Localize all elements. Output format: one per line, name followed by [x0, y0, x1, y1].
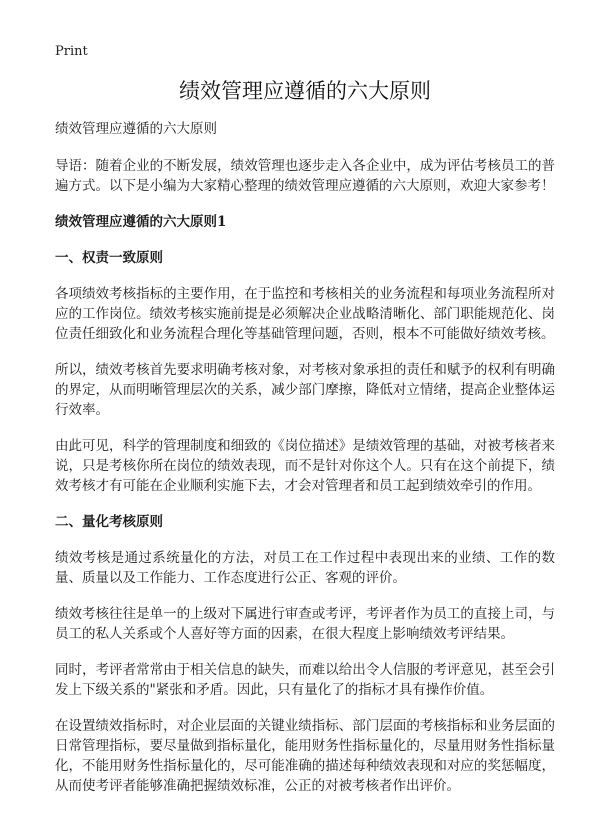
print-link[interactable]: Print: [55, 44, 88, 59]
principle-2-heading: 二、量化考核原则: [55, 514, 163, 530]
principle-1-heading: 一、权责一致原则: [55, 250, 163, 266]
principle-1-paragraph-2: 所以，绩效考核首先要求明确考核对象，对考核对象承担的责任和赋予的权利有明确的界定，从而明晰管理层次的关系，减少部门摩擦，降低对立情绪，提高企业整体运行效率。: [55, 362, 555, 418]
page-title: 绩效管理应遵循的六大原则: [179, 79, 431, 103]
principle-1-paragraph-3: 由此可见，科学的管理制度和细致的《岗位描述》是绩效管理的基础，对被考核者来说，只是考核你所在岗位的绩效表现，而不是针对你这个人。只有在这个前提下，绩效考核才有可能在企业顺利实施下去，才会对管理者和员工起到绩效牵引的作用。: [55, 438, 555, 494]
principle-2-paragraph-1: 绩效考核是通过系统量化的方法，对员工在工作过程中表现出来的业绩、工作的数量、质量以及工作能力、工作态度进行公正、客观的评价。: [55, 550, 555, 586]
section-heading: 绩效管理应遵循的六大原则1: [55, 214, 227, 230]
article-subtitle: 绩效管理应遵循的六大原则: [55, 121, 217, 137]
article-body: [55, 119, 555, 812]
principle-1-paragraph-1: 各项绩效考核指标的主要作用，在于监控和考核相关的业务流程和每项业务流程所对应的工作岗位。绩效考核实施前提是必须解决企业战略清晰化、部门职能规范化、岗位责任细致化和业务流程合理化等基础管理问题，否则，根本不可能做好绩效考核。: [55, 286, 555, 342]
principle-2-paragraph-2: 绩效考核往往是单一的上级对下属进行审查或考评，考评者作为员工的直接上司，与员工的私人关系或个人喜好等方面的因素，在很大程度上影响绩效考评结果。: [55, 606, 555, 642]
principle-2-paragraph-3: 同时，考评者常常由于相关信息的缺失，而难以给出令人信服的考评意见，甚至会引发上下级关系的"紧张和矛盾。因此，只有量化了的指标才具有操作价值。: [55, 662, 555, 698]
principle-2-paragraph-4: 在设置绩效指标时，对企业层面的关键业绩指标、部门层面的考核指标和业务层面的日常管理指标，要尽量做到指标量化，能用财务性指标量化的，尽量用财务性指标量化，不能用财务性指标量化的，尽可能准确的描述每种绩效表现和对应的奖惩幅度，从而使考评者能够准确把握绩效标准，公正的对被考核者作出评价。: [55, 718, 555, 794]
intro-paragraph: 导语：随着企业的不断发展，绩效管理也逐步走入各企业中，成为评估考核员工的普遍方式。以下是小编为大家精心整理的绩效管理应遵循的六大原则，欢迎大家参考！: [55, 158, 555, 194]
